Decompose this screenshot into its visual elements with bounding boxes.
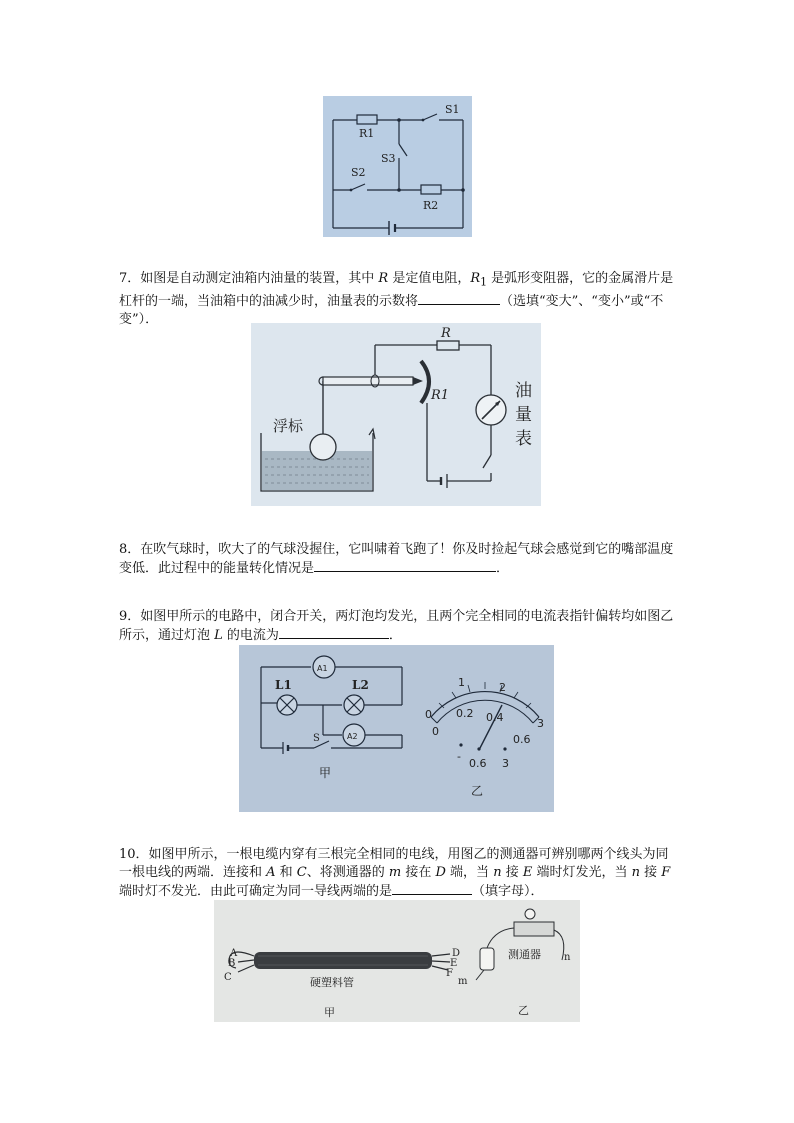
question-8: 8．在吹气球时，吹大了的气球没握住，它叫啸着飞跑了！你及时捡起气球会感觉到它的嘴部温度变低．此过程中的能量转化情况是 ．: [119, 542, 674, 576]
ammeter-circuit-figure: [239, 645, 554, 812]
scale-outer-3: 3: [537, 717, 544, 730]
battery: [480, 948, 494, 970]
plastic-tube: [254, 952, 432, 969]
label-n: n: [564, 952, 571, 963]
tester-lamp-base: [514, 922, 554, 936]
oil-gauge-figure: [251, 323, 541, 506]
top-circuit-figure: [323, 96, 472, 237]
caption-jia: 甲: [319, 766, 332, 780]
r-label: R: [441, 326, 451, 341]
end-d: D: [452, 948, 461, 959]
end-e: E: [450, 958, 458, 969]
caption-jia: 甲: [324, 1006, 335, 1019]
cable-tester-figure: [214, 900, 580, 1022]
end-a: A: [230, 948, 238, 959]
s1-label: S1: [445, 103, 460, 116]
r2-label: R2: [423, 199, 439, 212]
q10-answer-blank[interactable]: [392, 882, 472, 895]
scale-outer-1: 1: [458, 676, 465, 689]
caption-yi: 乙: [518, 1004, 529, 1017]
q7-number: 7．: [119, 271, 141, 286]
end-f: F: [446, 968, 453, 979]
q9-number: 9．: [119, 609, 141, 624]
float-label: 浮标: [273, 417, 304, 435]
a1-label: A1: [317, 664, 328, 673]
terminal-3: 3: [502, 757, 509, 770]
gauge-label-1: 油: [515, 381, 532, 401]
q7-answer-blank[interactable]: [418, 292, 500, 305]
scale-inner-2: 0.4: [486, 711, 504, 724]
s-label: S: [313, 733, 320, 744]
l2-label: L2: [352, 678, 369, 692]
q8-answer-blank[interactable]: [314, 559, 496, 572]
scale-inner-1: 0.2: [456, 707, 474, 720]
terminal-06: 0.6: [469, 757, 487, 770]
question-9: 9．如图甲所示的电路中，闭合开关，两灯泡均发光，且两个完全相同的电流表指针偏转均如图乙所示，通过灯泡 L 的电流为 ．: [119, 609, 674, 643]
a2-label: A2: [347, 732, 358, 741]
gauge-label-2: 量: [515, 405, 532, 425]
lever: [323, 377, 413, 385]
label-m: m: [458, 976, 468, 987]
float-ball: [310, 434, 336, 460]
scale-outer-0: 0: [425, 708, 432, 721]
q8-number: 8．: [119, 542, 141, 557]
scale-inner-0: 0: [432, 725, 439, 738]
scale-inner-3: 0.6: [513, 733, 531, 746]
q9-answer-blank[interactable]: [279, 626, 389, 639]
end-c: C: [224, 972, 232, 983]
terminal-neg: -: [457, 750, 461, 763]
tube-label: 硬塑料管: [310, 976, 354, 989]
tester-label: 测通器: [508, 948, 541, 961]
caption-yi: 乙: [471, 784, 484, 798]
end-b: B: [228, 958, 236, 969]
s2-label: S2: [351, 166, 366, 179]
l1-label: L1: [275, 678, 292, 692]
question-7: 7．如图是自动测定油箱内油量的装置，其中 R 是定值电阻，$R_1$ 是弧形变阻器，它的金属滑片是杠杆的一端，当油箱中的油减少时，油量表的示数将 （选填“变大”、“变小”或“不变”）．: [119, 271, 674, 327]
scale-outer-2: 2: [499, 681, 506, 694]
s3-label: S3: [381, 152, 396, 165]
r1-label: R1: [431, 388, 450, 403]
r1-label: R1: [359, 127, 375, 140]
gauge-label-3: 表: [515, 429, 532, 449]
q10-number: 10．: [119, 847, 149, 862]
question-10: 10．如图甲所示，一根电缆内穿有三根完全相同的电线，用图乙的测通器可辨别哪两个线头为同一根电线的两端．连接和 A 和 C、将测通器的 m 接在 D 端，当 n 接 E 端时灯发光，当 n 接 F 端时灯不发光．由此可确定为同一导线两端的是 （填字母）．: [119, 847, 671, 899]
tester-lamp: [525, 909, 535, 919]
